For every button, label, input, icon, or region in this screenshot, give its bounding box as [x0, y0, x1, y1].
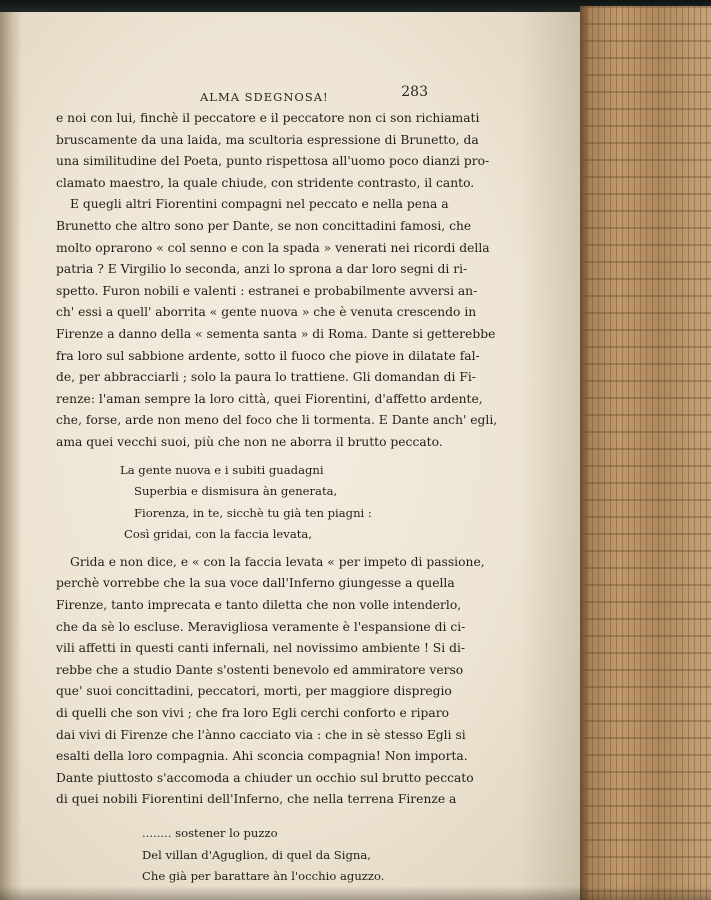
text-line: rebbe che a studio Dante s'ostenti benevolo ed ammiratore verso [56, 662, 464, 677]
book-page-edges [580, 6, 711, 900]
text-line: vili affetti in questi canti infernali, nel novissimo ambiente ! Si di- [56, 641, 466, 656]
text-line: de, per abbracciarli ; solo la paura lo trattiene. Gli domandan di Fi- [56, 370, 476, 385]
text-line: molto oprarono « col senno e con la spada » venerati nei ricordi della [56, 240, 490, 255]
verse-line: Che già per barattare àn l'occhio aguzzo. [142, 869, 385, 884]
text-line: clamato maestro, la quale chiude, con stridente contrasto, il canto. [56, 175, 475, 190]
paragraph-1 [56, 108, 490, 194]
text-line: bruscamente da una laida, ma scultoria espressione di Brunetto, da [56, 132, 479, 147]
bottom-shadow [0, 886, 711, 900]
verse-quote-2 [56, 823, 428, 888]
text-line: patria ? E Virgilio lo seconda, anzi lo sprona a dar loro segni di ri- [56, 262, 468, 277]
verse-line: Superbia e dismisura àn generata, [134, 484, 338, 499]
page-edge-shadow [580, 6, 590, 900]
text-line: que' suoi concittadini, peccatori, morti, per maggiore dispregio [56, 684, 452, 699]
text-line: ch' essi a quell' aborrita « gente nuova » che è venuta crescendo in [56, 305, 477, 320]
verse-line: Del villan d'Aguglion, di quel da Signa, [142, 847, 371, 862]
verse-quote-1 [56, 460, 428, 546]
text-line: E quegli altri Fiorentini compagni nel peccato e nella pena a [70, 197, 449, 212]
text-line: spetto. Furon nobili e valenti : estranei e probabilmente avversi an- [56, 283, 478, 298]
text-line: Firenze a danno della « sementa santa » di Roma. Dante si getterebbe [56, 326, 496, 341]
verse-line: Così gridai, con la faccia levata, [124, 527, 312, 542]
text-line: e noi con lui, finchè il peccatore e il peccatore non ci son richiamati [56, 111, 480, 125]
verse-line: Fiorenza, in te, sicchè tu già ten piagni : [134, 505, 372, 520]
verse-line: ........ sostener lo puzzo [142, 826, 278, 840]
text-line: perchè vorrebbe che la sua voce dall'Inferno giungesse a quella [56, 576, 455, 591]
text-line: fra loro sul sabbione ardente, sotto il fuoco che piove in dilatate fal- [56, 348, 480, 363]
binding-gutter [0, 12, 22, 900]
text-line: esalti della loro compagnia. Ahi sconcia compagnia! Non importa. [56, 749, 468, 764]
verse-line: La gente nuova e i subiti guadagni [120, 462, 324, 477]
text-line: renze: l'aman sempre la loro città, quei Fiorentini, d'affetto ardente, [56, 391, 483, 406]
text-line: di quelli che son vivi ; che fra loro Egli cerchi conforto e riparo [56, 706, 450, 721]
text-line: Firenze, tanto imprecata e tanto diletta che non volle intenderlo, [56, 598, 462, 613]
page-number: 283 [401, 84, 428, 100]
text-line: ama quei vecchi suoi, più che non ne aborra il brutto peccato. [56, 434, 443, 449]
paragraph-2 [56, 194, 498, 453]
paragraph-3 [56, 552, 485, 811]
running-title: ALMA SDEGNOSA! [200, 90, 329, 104]
page-header [56, 84, 428, 108]
text-line: Brunetto che altro sono per Dante, se non concittadini famosi, che [56, 218, 472, 233]
text-line: Dante piuttosto s'accomoda a chiuder un occhio sul brutto peccato [56, 770, 474, 785]
text-line: Grida e non dice, e « con la faccia levata « per impeto di passione, [70, 554, 485, 569]
text-line: di quei nobili Fiorentini dell'Inferno, che nella terrena Firenze a [56, 792, 457, 807]
text-line: una similitudine del Poeta, punto rispettosa all'uomo poco dianzi pro- [56, 154, 490, 169]
text-line: che da sè lo escluse. Meravigliosa veramente è l'espansione di ci- [56, 619, 466, 634]
text-line: dai vivi di Firenze che l'ànno cacciato via : che in sè stesso Egli si [56, 727, 466, 742]
page-text [56, 108, 498, 888]
text-line: che, forse, arde non meno del foco che li tormenta. E Dante anch' egli, [56, 413, 498, 428]
